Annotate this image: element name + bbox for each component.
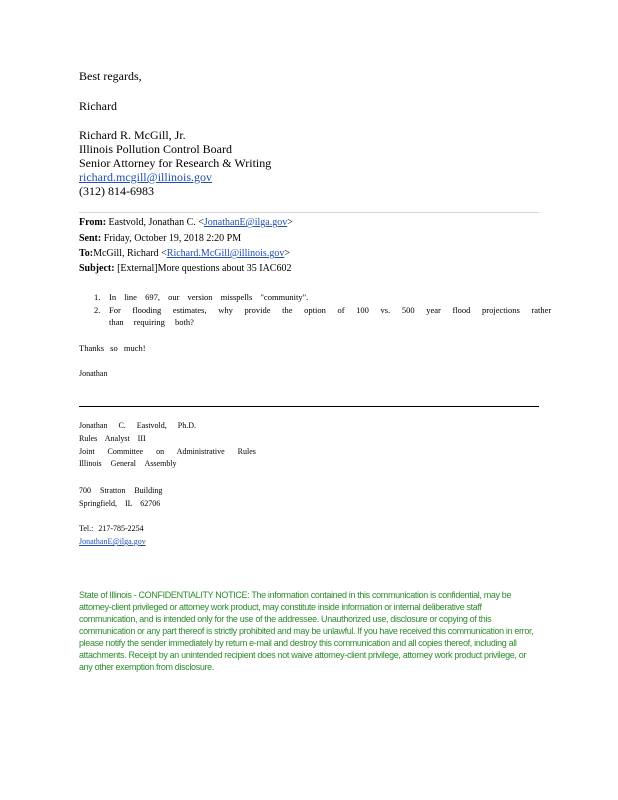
header-divider [79,212,539,213]
closing-line: Best regards, [79,69,142,83]
sent-label: Sent: [79,233,102,244]
sender-name: Jonathan C. Eastvold, Ph.D. [79,421,196,430]
to-close: > [284,248,290,259]
question-1-number: 1. [94,292,101,302]
subject-value: [External]More questions about 35 IAC602 [117,263,292,274]
sender-committee: Joint Committee on Administrative Rules [79,447,256,456]
to-email-link[interactable]: Richard.McGill@illinois.gov [166,248,285,259]
confidentiality-notice: State of Illinois - CONFIDENTIALITY NOTICE: The information contained in this communication is confidential, may be attorney-client privileged or attorney work product, may constitute inside information or internal deliberative staff communication, and is intended only for the use of the addressee. Unauthorized use, disclosure or copying of this communication or any part thereof is strictly prohibited and may be unlawful. If you have received this communication in error, please notify the sender immediately by return e-mail and destroy this communication and all copies thereof, including all attachments. Receipt by an unintended recipient does not waive attorney-client privilege, attorney work product privilege, or any other exemption from disclosure. [79,590,534,672]
signature-phone: (312) 814-6983 [79,184,154,198]
to-row [79,248,290,260]
subject-label: Subject: [79,263,115,274]
sender-title: Rules Analyst III [79,434,146,443]
to-label: To: [79,248,94,259]
signature-email-link[interactable]: richard.mcgill@illinois.gov [79,170,213,184]
sender-first-name: Jonathan [79,369,108,378]
signer-first-name: Richard [79,99,117,113]
sender-address-2: Springfield, IL 62706 [79,499,161,508]
from-close: > [287,217,293,228]
question-2-text: For flooding estimates, why provide the option of 100 vs. 500 year flood projections rather [109,305,552,315]
from-name: Eastvold, Jonathan C. < [108,217,204,228]
to-name: McGill, Richard < [93,248,167,259]
signature-org: Illinois Pollution Control Board [79,142,233,156]
sender-tel: Tel.: 217-785-2254 [79,524,144,533]
sender-assembly: Illinois General Assembly [79,459,177,468]
question-2-text-cont: than requiring both? [109,317,194,327]
sender-address-1: 700 Stratton Building [79,486,163,495]
sent-row [79,233,241,245]
sent-value: Friday, October 19, 2018 2:20 PM [103,233,242,244]
sender-email-link[interactable]: JonathanE@ilga.gov [79,537,146,546]
question-2-number: 2. [94,305,101,315]
question-1-text: In line 697, our version misspells "community". [109,292,309,302]
signature-divider [79,406,539,407]
thanks-line: Thanks so much! [79,343,146,353]
from-email-link[interactable]: JonathanE@ilga.gov [203,217,288,228]
signature-name: Richard R. McGill, Jr. [79,128,186,142]
subject-row [79,263,291,275]
from-label: From: [79,217,107,228]
from-row [79,217,293,229]
signature-title: Senior Attorney for Research & Writing [79,156,272,170]
